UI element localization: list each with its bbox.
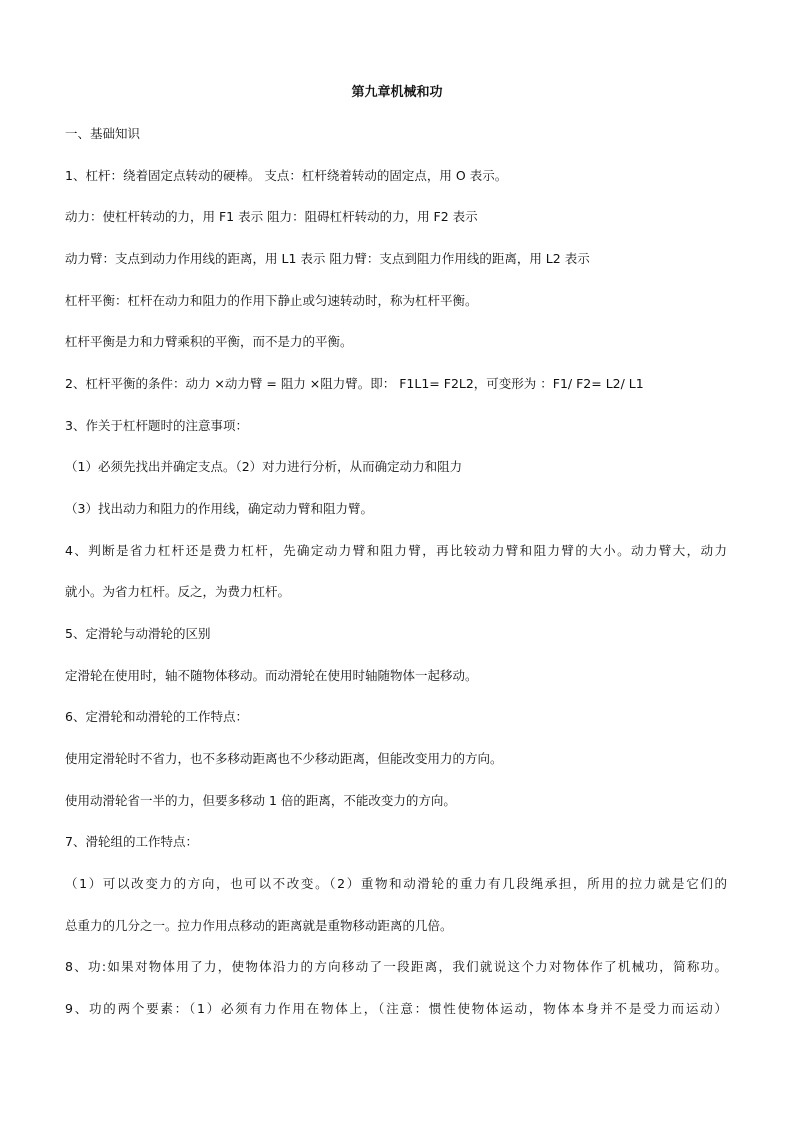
section-heading: 一、基础知识 (65, 126, 141, 141)
text-line: 总重力的几分之一。拉力作用点移动的距离就是重物移动距离的几倍。 (65, 918, 453, 933)
text-line: 使用动滑轮省一半的力，但要多移动 1 倍的距离，不能改变力的方向。 (65, 793, 456, 808)
text-line: 6、定滑轮和动滑轮的工作特点： (65, 709, 248, 724)
text-line: 使用定滑轮时不省力，也不多移动距离也不少移动距离，但能改变用力的方向。 (65, 751, 503, 766)
text-line: 动力：使杠杆转动的力，用 F1 表示 阻力：阻碍杠杆转动的力，用 F2 表示 (65, 209, 478, 224)
text-line: （1）可以改变力的方向，也可以不改变。（2）重物和动滑轮的重力有几段绳承担，所用的拉力就是它们的 (65, 876, 727, 891)
text-line: 9、功的两个要素：（1）必须有力作用在物体上，（注意：惯性使物体运动，物体本身并不是受力而运动） (65, 1001, 727, 1016)
text-line: 3、作关于杠杆题时的注意事项： (65, 418, 248, 433)
text-line: 4、判断是省力杠杆还是费力杠杆，先确定动力臂和阻力臂，再比较动力臂和阻力臂的大小。动力臂大，动力 (65, 543, 727, 558)
text-line: 定滑轮在使用时，轴不随物体移动。而动滑轮在使用时轴随物体一起移动。 (65, 668, 478, 683)
text-line: 动力臂：支点到动力作用线的距离，用 L1 表示 阻力臂：支点到阻力作用线的距离，用 L2 表示 (65, 251, 590, 266)
text-line: 8、功:如果对物体用了力，使物体沿力的方向移动了一段距离，我们就说这个力对物体作了机械功，简称功。 (65, 959, 727, 974)
text-line: 杠杆平衡是力和力臂乘积的平衡，而不是力的平衡。 (65, 334, 353, 349)
page-title: 第九章机械和功 (351, 85, 443, 100)
text-line: 杠杆平衡：杠杆在动力和阻力的作用下静止或匀速转动时，称为杠杆平衡。 (65, 293, 478, 308)
text-line: （3）找出动力和阻力的作用线，确定动力臂和阻力臂。 (65, 501, 373, 516)
text-line: 7、滑轮组的工作特点： (65, 834, 198, 849)
text-line: 5、定滑轮与动滑轮的区别 (65, 626, 211, 641)
text-line: 1、杠杆：绕着固定点转动的硬棒。 支点：杠杆绕着转动的固定点，用 O 表示。 (65, 168, 508, 183)
text-line: （1）必须先找出并确定支点。（2）对力进行分析，从而确定动力和阻力 (65, 459, 463, 474)
text-line: 就小。为省力杠杆。反之，为费力杠杆。 (65, 584, 291, 599)
text-line: 2、杠杆平衡的条件：动力 ×动力臂 = 阻力 ×阻力臂。即： F1L1= F2L2，可变形为 ：F1/ F2= L2/ L1 (65, 376, 644, 391)
